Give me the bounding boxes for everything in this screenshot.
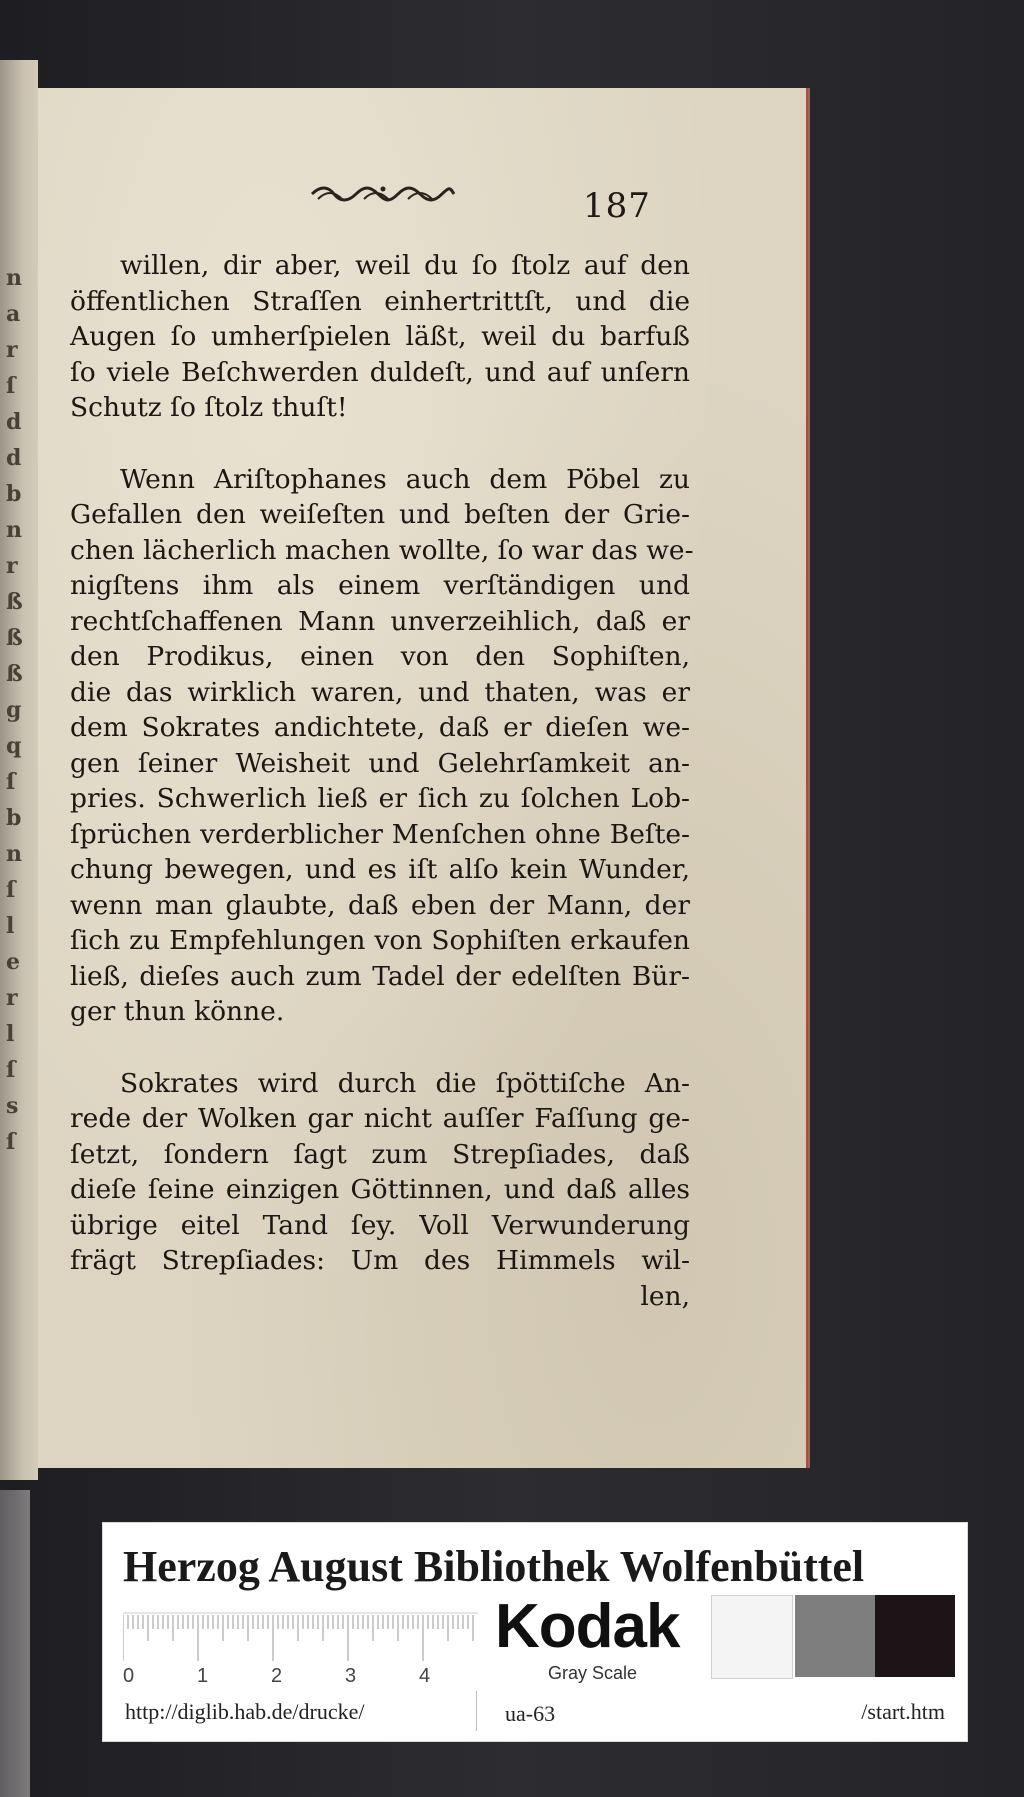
facing-page-edge [0,60,38,1480]
facing-page-glyph: ß [6,661,23,687]
gray-swatch-white [711,1595,793,1679]
ornament-icon [308,183,458,205]
text-line: den Prodikus, einen von den Sophiſten, [70,641,690,672]
text-line: Wenn Ariſtophanes auch dem Pöbel zu [120,463,690,495]
banner-title: Herzog August Bibliothek Wolfenbüttel [123,1542,865,1591]
ruler-label: 4 [419,1665,431,1687]
text-line: ger thun könne. [70,996,285,1027]
facing-page-glyph: r [6,553,18,579]
gray-swatch-black [875,1595,955,1677]
ruler-labels [123,1665,483,1689]
banner-divider [476,1691,477,1731]
page-number: 187 [583,186,651,226]
paragraph [70,1066,690,1315]
facing-page-glyph: g [6,697,22,723]
text-line: wenn man glaubte, daß eben der Mann, der [70,889,690,921]
facing-page-glyph: ſ [6,877,16,903]
ruler-label: 3 [345,1665,357,1687]
text-line: ſprüchen verderblicher Menſchen ohne Beſte- [70,818,690,850]
facing-page-glyph: l [6,913,15,939]
facing-page-glyph: ſ [6,769,16,795]
text-line: rede der Wolken gar nicht auſſer Faſſung ge- [70,1103,690,1134]
text-line: Sokrates wird durch die ſpöttiſche An- [120,1067,690,1099]
ruler-label: 0 [123,1665,135,1687]
facing-page-shadow [0,1490,30,1797]
facing-page-glyph: e [6,949,20,975]
text-line: pries. Schwerlich ließ er ſich zu ſolchen Lob- [70,783,690,814]
text-line: frägt Strepſiades: Um des Himmels wil- [70,1245,690,1276]
facing-page-glyph: b [6,805,22,831]
facing-page-glyph: ſ [6,1057,16,1083]
text-line: die das wirklich waren, und thaten, was er [70,676,690,708]
text-line: gen ſeiner Weisheit und Gelehrſamkeit an- [70,747,690,779]
facing-page-glyph: s [6,1093,19,1119]
text-line: übrige eitel Tand ſey. Voll Verwunderung [70,1209,690,1241]
text-line: Gefallen den weiſeſten und beſten der Grie- [70,499,690,530]
ruler-label: 2 [271,1665,283,1687]
banner-start-link: /start.htm [861,1699,945,1724]
facing-page-glyph: ß [6,625,23,651]
facing-page-glyph: n [6,841,22,867]
gray-swatch-mid [795,1595,875,1677]
text-line: rechtſchaffenen Mann unverzeihlich, daß er [70,605,690,637]
facing-page-glyph: ſ [6,1129,16,1155]
book-page [38,88,806,1468]
facing-page-glyph: ſ [6,373,16,399]
text-line: ließ, dieſes auch zum Tadel der edelſten Bür- [70,960,690,992]
library-banner [102,1522,968,1742]
scale-ruler-icon [123,1611,478,1663]
text-line: Schutz ſo ſtolz thuſt! [70,392,348,423]
facing-page-glyph: d [6,409,22,435]
facing-page-glyph: a [6,301,21,327]
facing-page-glyph: d [6,445,22,471]
body-text [70,248,694,1350]
text-line: willen, dir aber, weil du ſo ſtolz auf den [120,250,690,281]
banner-shelfmark: ua-63 [505,1701,556,1726]
text-line: chen lächerlich machen wollte, ſo war das we- [70,534,694,566]
paragraph [70,248,690,426]
text-line: nigſtens ihm als einem verſtändigen und [70,570,690,601]
kodak-logo: Kodak [495,1592,680,1661]
running-head-ornament [283,180,483,208]
text-line: dieſe ſeine einzigen Göttinnen, und daß alles [70,1174,690,1205]
text-line: Augen ſo umherſpielen läßt, weil du barfuß [70,321,690,352]
facing-page-glyph: l [6,1021,15,1047]
gray-scale-label: Gray Scale [548,1663,638,1683]
facing-page-glyph: ß [6,589,23,615]
paragraph [70,462,694,1030]
text-line: chung bewegen, und es iſt alſo kein Wunder, [70,854,690,885]
catchword: len, [640,1280,690,1312]
text-line: ſetzt, ſondern ſagt zum Strepſiades, daß [70,1138,690,1170]
facing-page-glyph: b [6,481,22,507]
text-line: dem Sokrates andichtete, daß er dieſen we- [70,712,690,743]
ruler-label: 1 [197,1665,209,1687]
text-line: ſo viele Beſchwerden duldeſt, und auf unſern [70,356,690,388]
facing-page-glyph: q [6,733,22,759]
text-line: öffentlichen Straſſen einhertrittſt, und die [70,285,690,317]
facing-page-glyph: r [6,985,18,1011]
facing-page-glyph: r [6,337,18,363]
banner-url: http://diglib.hab.de/drucke/ [125,1699,365,1724]
text-line: ſich zu Empfehlungen von Sophiſten erkaufen [70,925,690,956]
facing-page-glyph: n [6,517,22,543]
facing-page-glyph: n [6,265,22,291]
